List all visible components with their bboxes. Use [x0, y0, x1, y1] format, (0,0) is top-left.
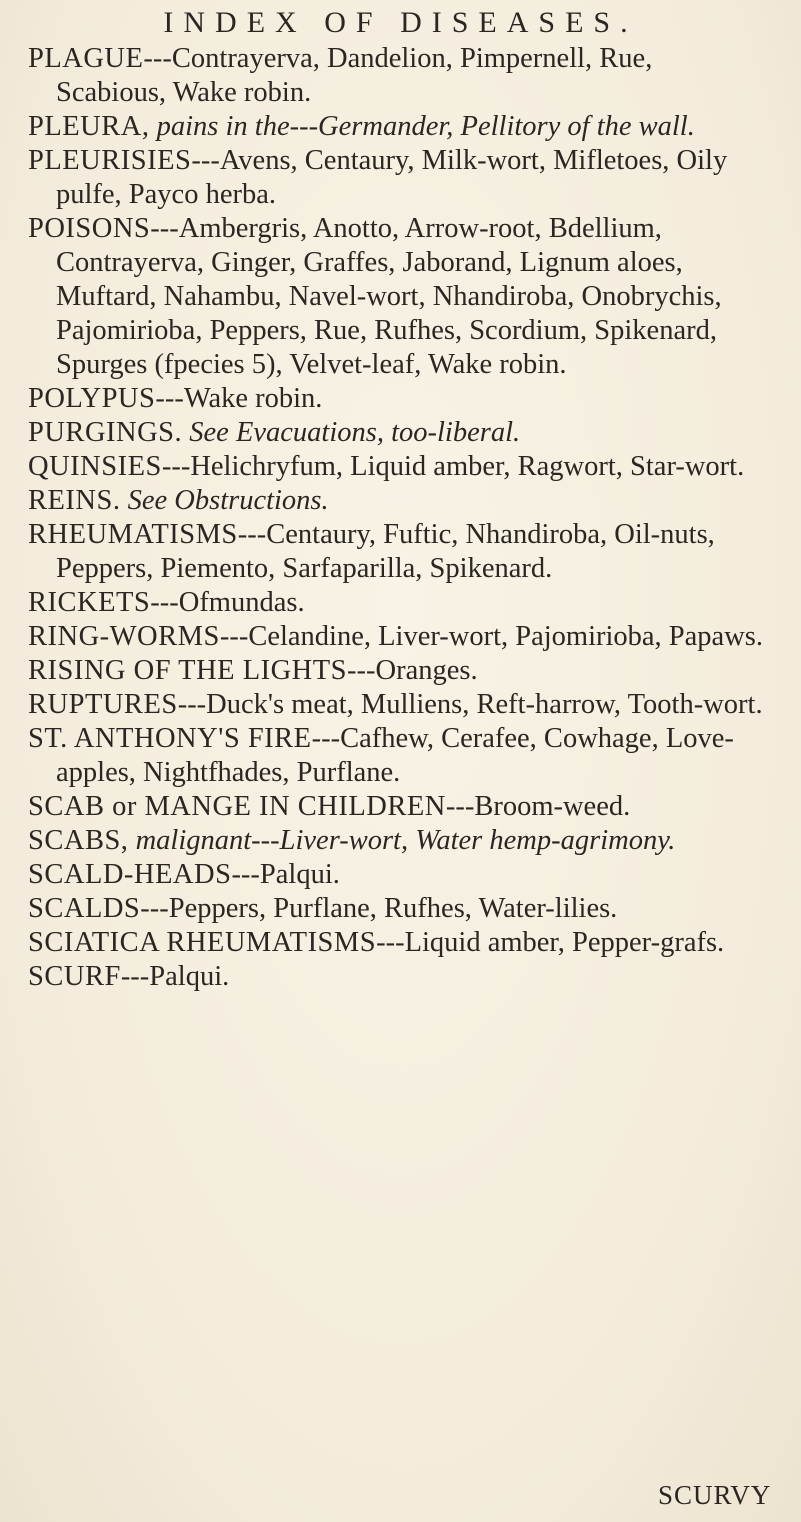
index-entry	[28, 926, 768, 960]
index-entry	[28, 416, 768, 450]
entry-remedies: ---Palqui.	[120, 961, 230, 992]
index-entry	[28, 654, 768, 688]
index-entry	[28, 790, 768, 824]
entry-term: SCALD-HEADS	[28, 859, 232, 890]
entry-term: POISONS	[28, 213, 151, 244]
entry-term: QUINSIES	[28, 451, 162, 482]
entry-remedies: See Obstructions.	[127, 485, 329, 516]
index-entry	[28, 212, 768, 382]
entry-term: PLEURISIES	[28, 145, 192, 176]
index-entry	[28, 382, 768, 416]
index-entry	[28, 858, 768, 892]
entry-term: RISING OF THE LIGHTS	[28, 655, 348, 686]
entry-remedies: ---Wake robin.	[155, 383, 323, 414]
index-entry	[28, 586, 768, 620]
index-entry	[28, 42, 768, 110]
entry-remedies: ---Liquid amber, Pepper-grafs.	[376, 927, 725, 958]
catchword: SCURVY	[658, 1480, 772, 1510]
index-entry	[28, 144, 768, 212]
index-entry	[28, 484, 768, 518]
entry-term: SCABS,	[28, 825, 129, 856]
entry-remedies: ---Oranges.	[347, 655, 478, 686]
entry-term: SCAB or MANGE IN CHILDREN	[28, 791, 446, 822]
entry-remedies: ---Duck's meat, Mulliens, Reft-harrow, Tooth-wort.	[177, 689, 763, 720]
entry-remedies: ---Celandine, Liver-wort, Pajomirioba, Papaws.	[219, 621, 763, 652]
index-entry	[28, 892, 768, 926]
page-header: INDEX OF DISEASES.	[163, 6, 638, 39]
entry-term: PLEURA,	[28, 111, 150, 142]
index-entry	[28, 450, 768, 484]
entry-remedies: ---Palqui.	[231, 859, 340, 890]
index-entry	[28, 722, 768, 790]
entry-remedies: ---Cafhew, Cerafee, Cowhage, Love-apples, Nightfhades, Purflane.	[56, 723, 734, 788]
entry-term: SCALDS	[28, 893, 141, 924]
entry-remedies: ---Peppers, Purflane, Rufhes, Water-lilies.	[140, 893, 618, 924]
entry-term: POLYPUS	[28, 383, 156, 414]
entry-remedies: ---Ofmundas.	[150, 587, 305, 618]
entry-term: RING-WORMS	[28, 621, 220, 652]
entry-remedies: ---Contrayerva, Dandelion, Pimpernell, Rue, Scabious, Wake robin.	[56, 43, 653, 108]
entry-remedies: ---Avens, Centaury, Milk-wort, Mifletoes, Oily pulfe, Payco herba.	[56, 145, 728, 210]
entry-term: PURGINGS.	[28, 417, 183, 448]
entry-term: SCURF	[28, 961, 121, 992]
entry-remedies: ---Helichryfum, Liquid amber, Ragwort, Star-wort.	[161, 451, 745, 482]
entry-remedies: malignant---Liver-wort, Water hemp-agrimony.	[135, 825, 676, 856]
entry-term: RICKETS	[28, 587, 151, 618]
entry-term: RUPTURES	[28, 689, 178, 720]
index-entry	[28, 960, 768, 994]
entry-remedies: pains in the---Germander, Pellitory of the wall.	[156, 111, 695, 142]
entry-term: ST. ANTHONY'S FIRE	[28, 723, 312, 754]
entry-remedies: ---Centaury, Fuftic, Nhandiroba, Oil-nuts, Peppers, Piemento, Sarfaparilla, Spikenard.	[56, 519, 715, 584]
entry-term: REINS.	[28, 485, 121, 516]
index-entries	[28, 42, 768, 994]
entry-term: SCIATICA RHEUMATISMS	[28, 927, 377, 958]
index-entry	[28, 518, 768, 586]
index-entry	[28, 110, 768, 144]
index-entry	[28, 688, 768, 722]
entry-remedies: See Evacuations, too-liberal.	[189, 417, 521, 448]
entry-remedies: ---Ambergris, Anotto, Arrow-root, Bdellium, Contrayerva, Ginger, Graffes, Jaborand, Lignum aloes, Muftard, Nahambu, Navel-wort, Nhandiroba, Onobrychis, Pajomirioba, Peppers, Rue, Rufhes, Scordium, Spikenard, Spurges (fpecies 5), Velvet-leaf, Wake robin.	[56, 213, 722, 380]
index-entry	[28, 620, 768, 654]
entry-term: RHEUMATISMS	[28, 519, 238, 550]
entry-term: PLAGUE	[28, 43, 144, 74]
index-entry	[28, 824, 768, 858]
entry-remedies: ---Broom-weed.	[445, 791, 631, 822]
